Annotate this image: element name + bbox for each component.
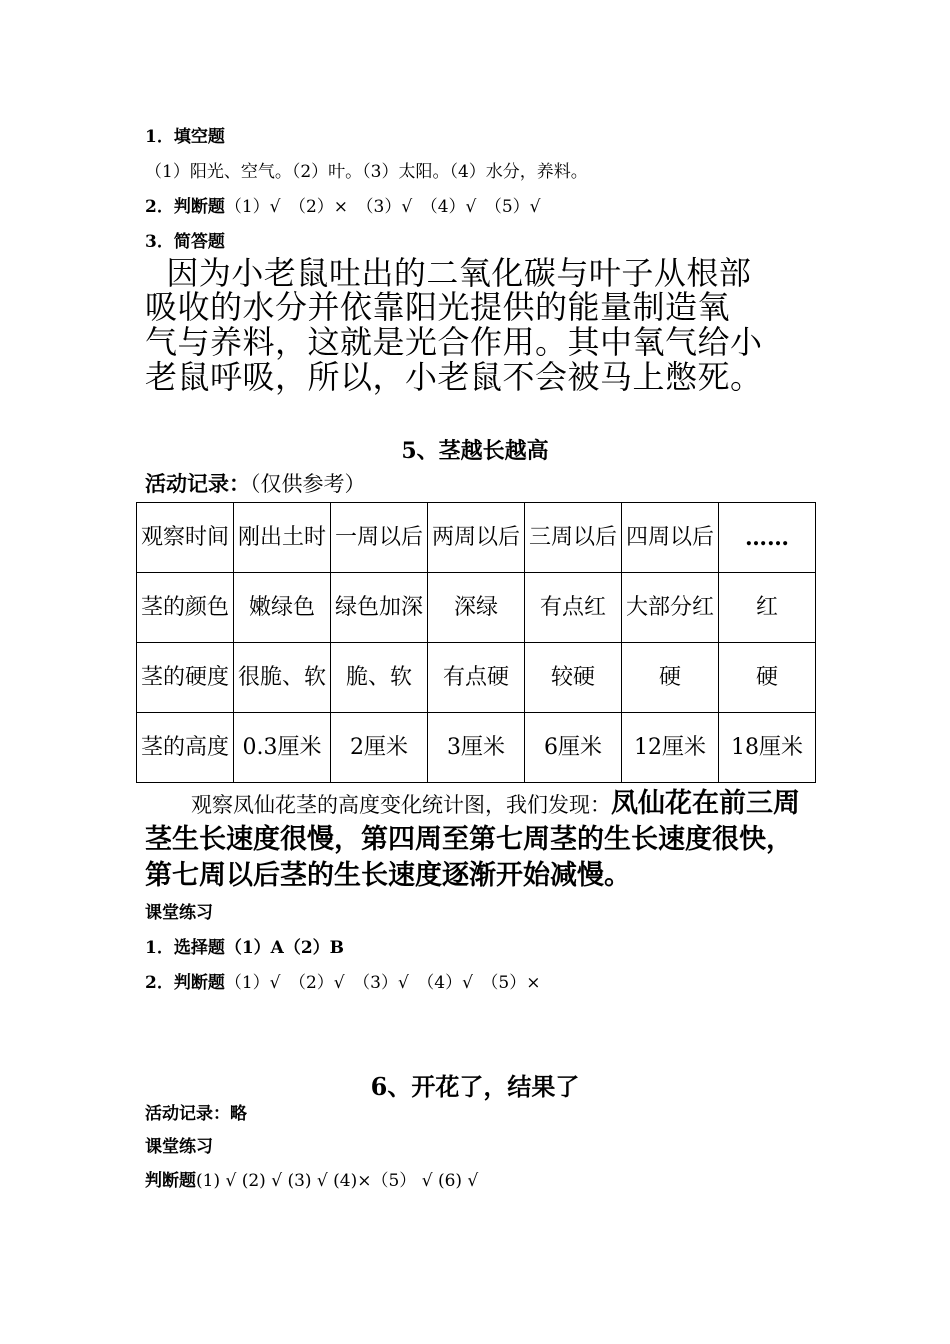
table-cell: 较硬 (525, 643, 622, 713)
table-cell: 18厘米 (719, 713, 816, 783)
activity-record (145, 470, 366, 498)
observation-table (136, 502, 816, 783)
table-row (137, 503, 816, 573)
practice-heading-5: 课堂练习 (145, 903, 213, 923)
activity-label: 活动记录： (145, 471, 250, 496)
table-cell: 有点红 (525, 573, 622, 643)
practice-heading-6: 课堂练习 (145, 1137, 213, 1157)
table-cell: 深绿 (428, 573, 525, 643)
judge-title-6: 判断题 (145, 1171, 196, 1191)
section-5-title: 5、茎越长越高 (401, 438, 549, 464)
table-cell: 观察时间 (137, 503, 234, 573)
table-cell: 三周以后 (525, 503, 622, 573)
table-cell: 2厘米 (331, 713, 428, 783)
p2-line (145, 972, 541, 994)
table-cell: 两周以后 (428, 503, 525, 573)
p1-choice: 1．选择题（1）A（2）B (145, 938, 345, 958)
table-cell: …… (719, 503, 816, 573)
table-cell: 0.3厘米 (234, 713, 331, 783)
table-cell: 12厘米 (622, 713, 719, 783)
p2-answer: （1）√ （2）√ （3）√ （4）√ （5）× (224, 973, 541, 993)
q3-line-4: 老鼠呼吸，所以，小老鼠不会被马上憋死。 (145, 358, 763, 396)
table-cell: 茎的硬度 (137, 643, 234, 713)
table-cell: 大部分红 (622, 573, 719, 643)
q1-title: 1．填空题 (145, 127, 225, 147)
table-cell: 脆、软 (331, 643, 428, 713)
q2-title: 2．判断题 (145, 197, 225, 217)
table-cell: 一周以后 (331, 503, 428, 573)
table-cell: 有点硬 (428, 643, 525, 713)
table-cell: 很脆、软 (234, 643, 331, 713)
q2-line (145, 196, 541, 218)
table-cell: 6厘米 (525, 713, 622, 783)
table-cell: 茎的颜色 (137, 573, 234, 643)
observation-conclusion: 凤仙花在前三周茎生长速度很慢，第四周至第七周茎的生长速度很快，第七周以后茎的生长速度逐渐开始减慢。 (145, 788, 800, 891)
table-cell: 硬 (622, 643, 719, 713)
table-cell: 四周以后 (622, 503, 719, 573)
activity-record-6: 活动记录：略 (145, 1104, 247, 1124)
table-row (137, 573, 816, 643)
table-cell: 硬 (719, 643, 816, 713)
q3-line-1: 因为小老鼠吐出的二氧化碳与叶子从根部 (145, 254, 752, 292)
q3-line-2: 吸收的水分并依靠阳光提供的能量制造氧 (145, 288, 731, 326)
q3-title: 3．简答题 (145, 232, 225, 252)
table-cell: 3厘米 (428, 713, 525, 783)
table-cell: 嫩绿色 (234, 573, 331, 643)
table-row (137, 713, 816, 783)
observation-prefix: 观察凤仙花茎的高度变化统计图，我们发现： (191, 793, 611, 817)
q1-answer: （1）阳光、空气。（2）叶。（3）太阳。（4）水分，养料。 (145, 162, 588, 182)
activity-note: （仅供参考） (250, 472, 366, 496)
table-cell: 茎的高度 (137, 713, 234, 783)
q3-line-3: 气与养料，这就是光合作用。其中氧气给小 (145, 323, 763, 361)
judge-line-6 (145, 1170, 478, 1192)
table-cell: 红 (719, 573, 816, 643)
q2-answer: （1）√ （2）× （3）√ （4）√ （5）√ (224, 197, 541, 217)
table-cell: 绿色加深 (331, 573, 428, 643)
observation-paragraph (145, 786, 815, 894)
table-row (137, 643, 816, 713)
table-cell: 刚出土时 (234, 503, 331, 573)
p2-title: 2．判断题 (145, 973, 225, 993)
judge-answer-6: (1) √ (2) √ (3) √ (4)×（5） √ (6) √ (196, 1171, 479, 1191)
section-6-title: 6、开花了，结果了 (370, 1072, 580, 1101)
